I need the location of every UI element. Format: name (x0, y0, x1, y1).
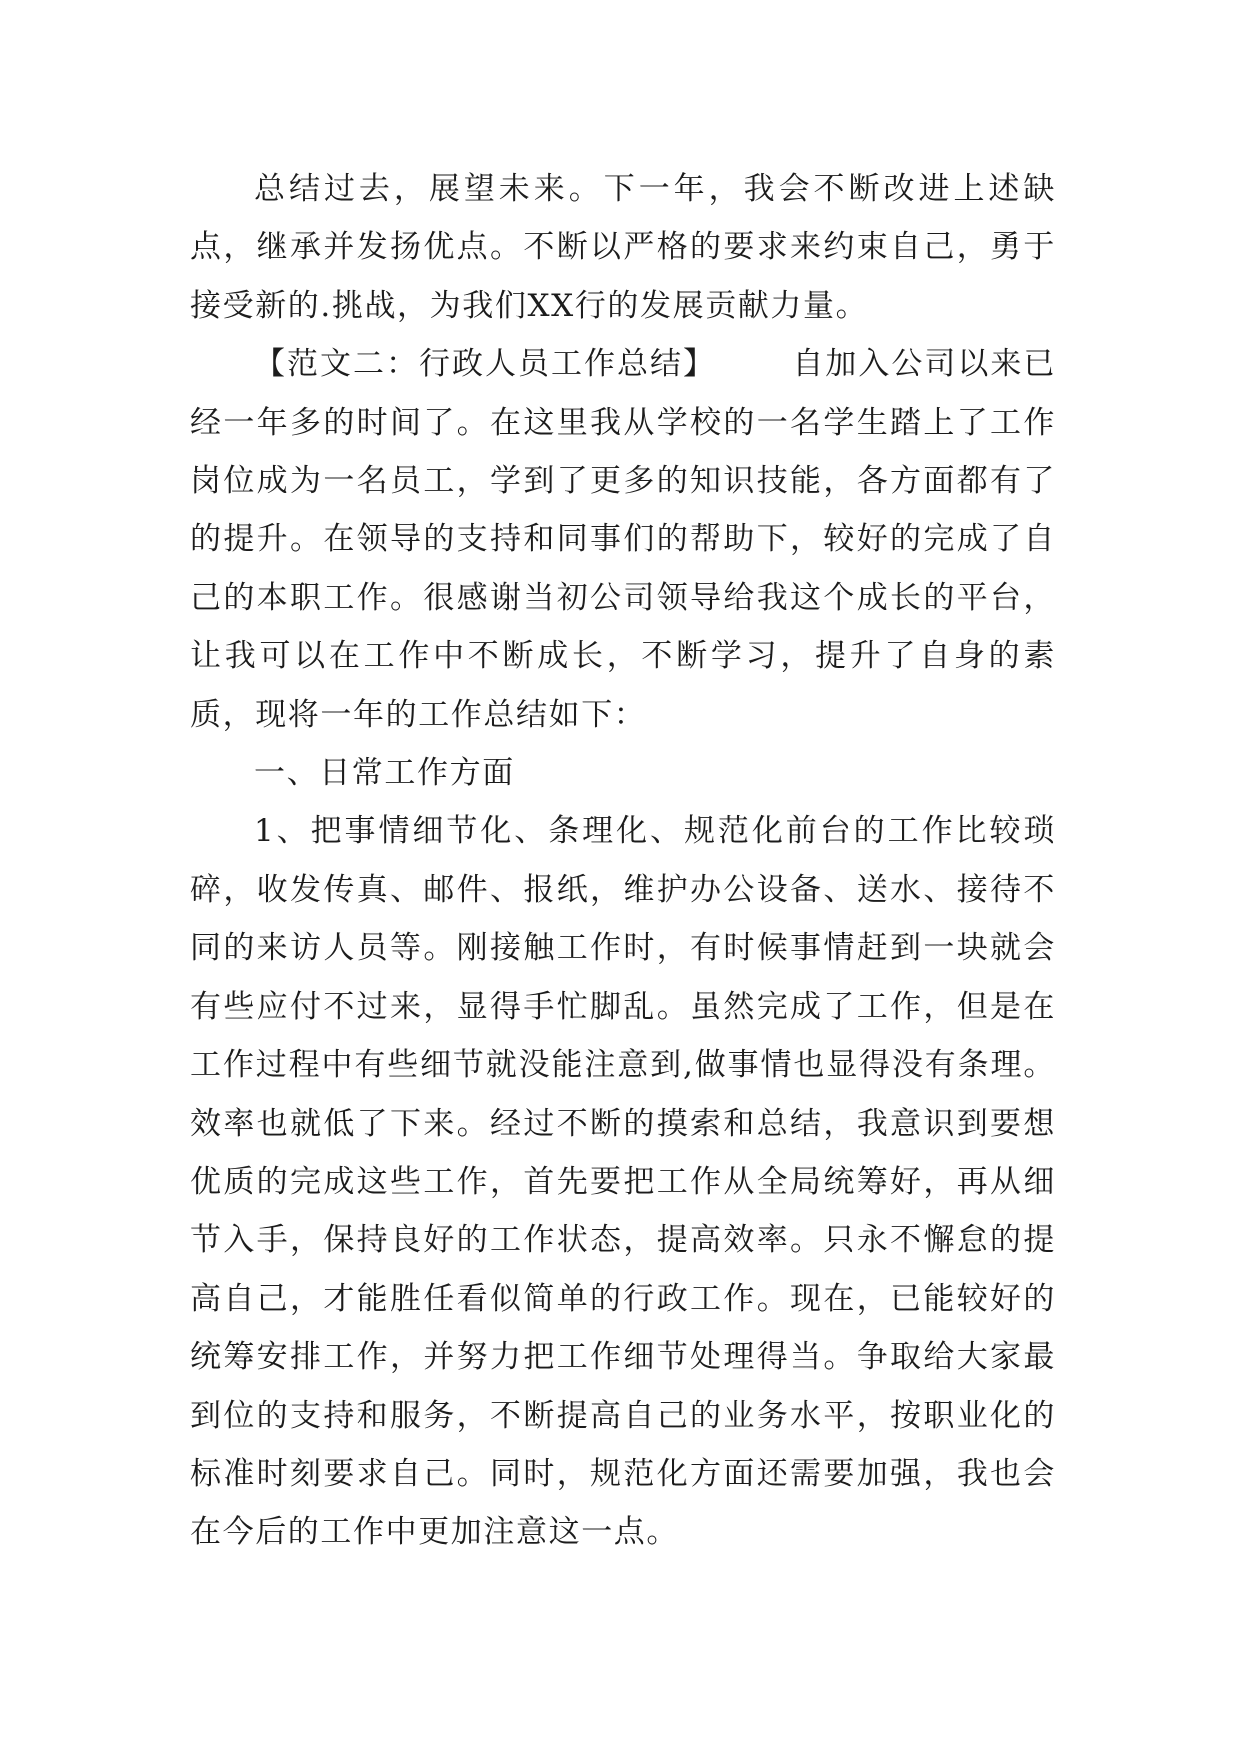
sample-two-intro-text: 自加入公司以来已经一年多的时间了。在这里我从学校的一名学生踏上了工作岗位成为一名员工，学到了更多的知识技能，各方面都有了的提升。在领导的支持和同事们的帮助下，较好的完成了自己的本职工作。很感谢当初公司领导给我这个成长的平台，让我可以在工作中不断成长，不断学习，提升了自身的素质，现将一年的工作总结如下： (190, 346, 1056, 733)
paragraph-item-one-text: 1、把事情细节化、条理化、规范化前台的工作比较琐碎，收发传真、邮件、报纸，维护办公设备、送水、接待不同的来访人员等。刚接触工作时，有时候事情赶到一块就会有些应付不过来，显得手忙脚乱。虽然完成了工作，但是在工作过程中有些细节就没能注意到,做事情也显得没有条理。效率也就低了下来。经过不断的摸索和总结，我意识到要想优质的完成这些工作，首先要把工作从全局统筹好，再从细节入手，保持良好的工作状态，提高效率。只永不懈怠的提高自己，才能胜任看似简单的行政工作。现在，已能较好的统筹安排工作，并努力把工作细节处理得当。争取给大家最到位的支持和服务，不断提高自己的业务水平，按职业化的标准时刻要求自己。同时，规范化方面还需要加强，我也会在今后的工作中更加注意这一点。 (190, 813, 1056, 1551)
sample-two-heading: 【范文二：行政人员工作总结】 (254, 346, 716, 383)
paragraph-summary-text: 总结过去，展望未来。下一年，我会不断改进上述缺点，继承并发扬优点。不断以严格的要求来约束自己，勇于接受新的.挑战，为我们XX行的发展贡献力量。 (190, 171, 1056, 324)
section-heading-daily-work (190, 744, 1056, 802)
paragraph-sample-two (190, 335, 1056, 744)
document-body (190, 160, 1056, 1562)
paragraph-item-one (190, 802, 1056, 1561)
section-heading-daily-work-text: 一、日常工作方面 (254, 755, 515, 792)
paragraph-summary (190, 160, 1056, 335)
